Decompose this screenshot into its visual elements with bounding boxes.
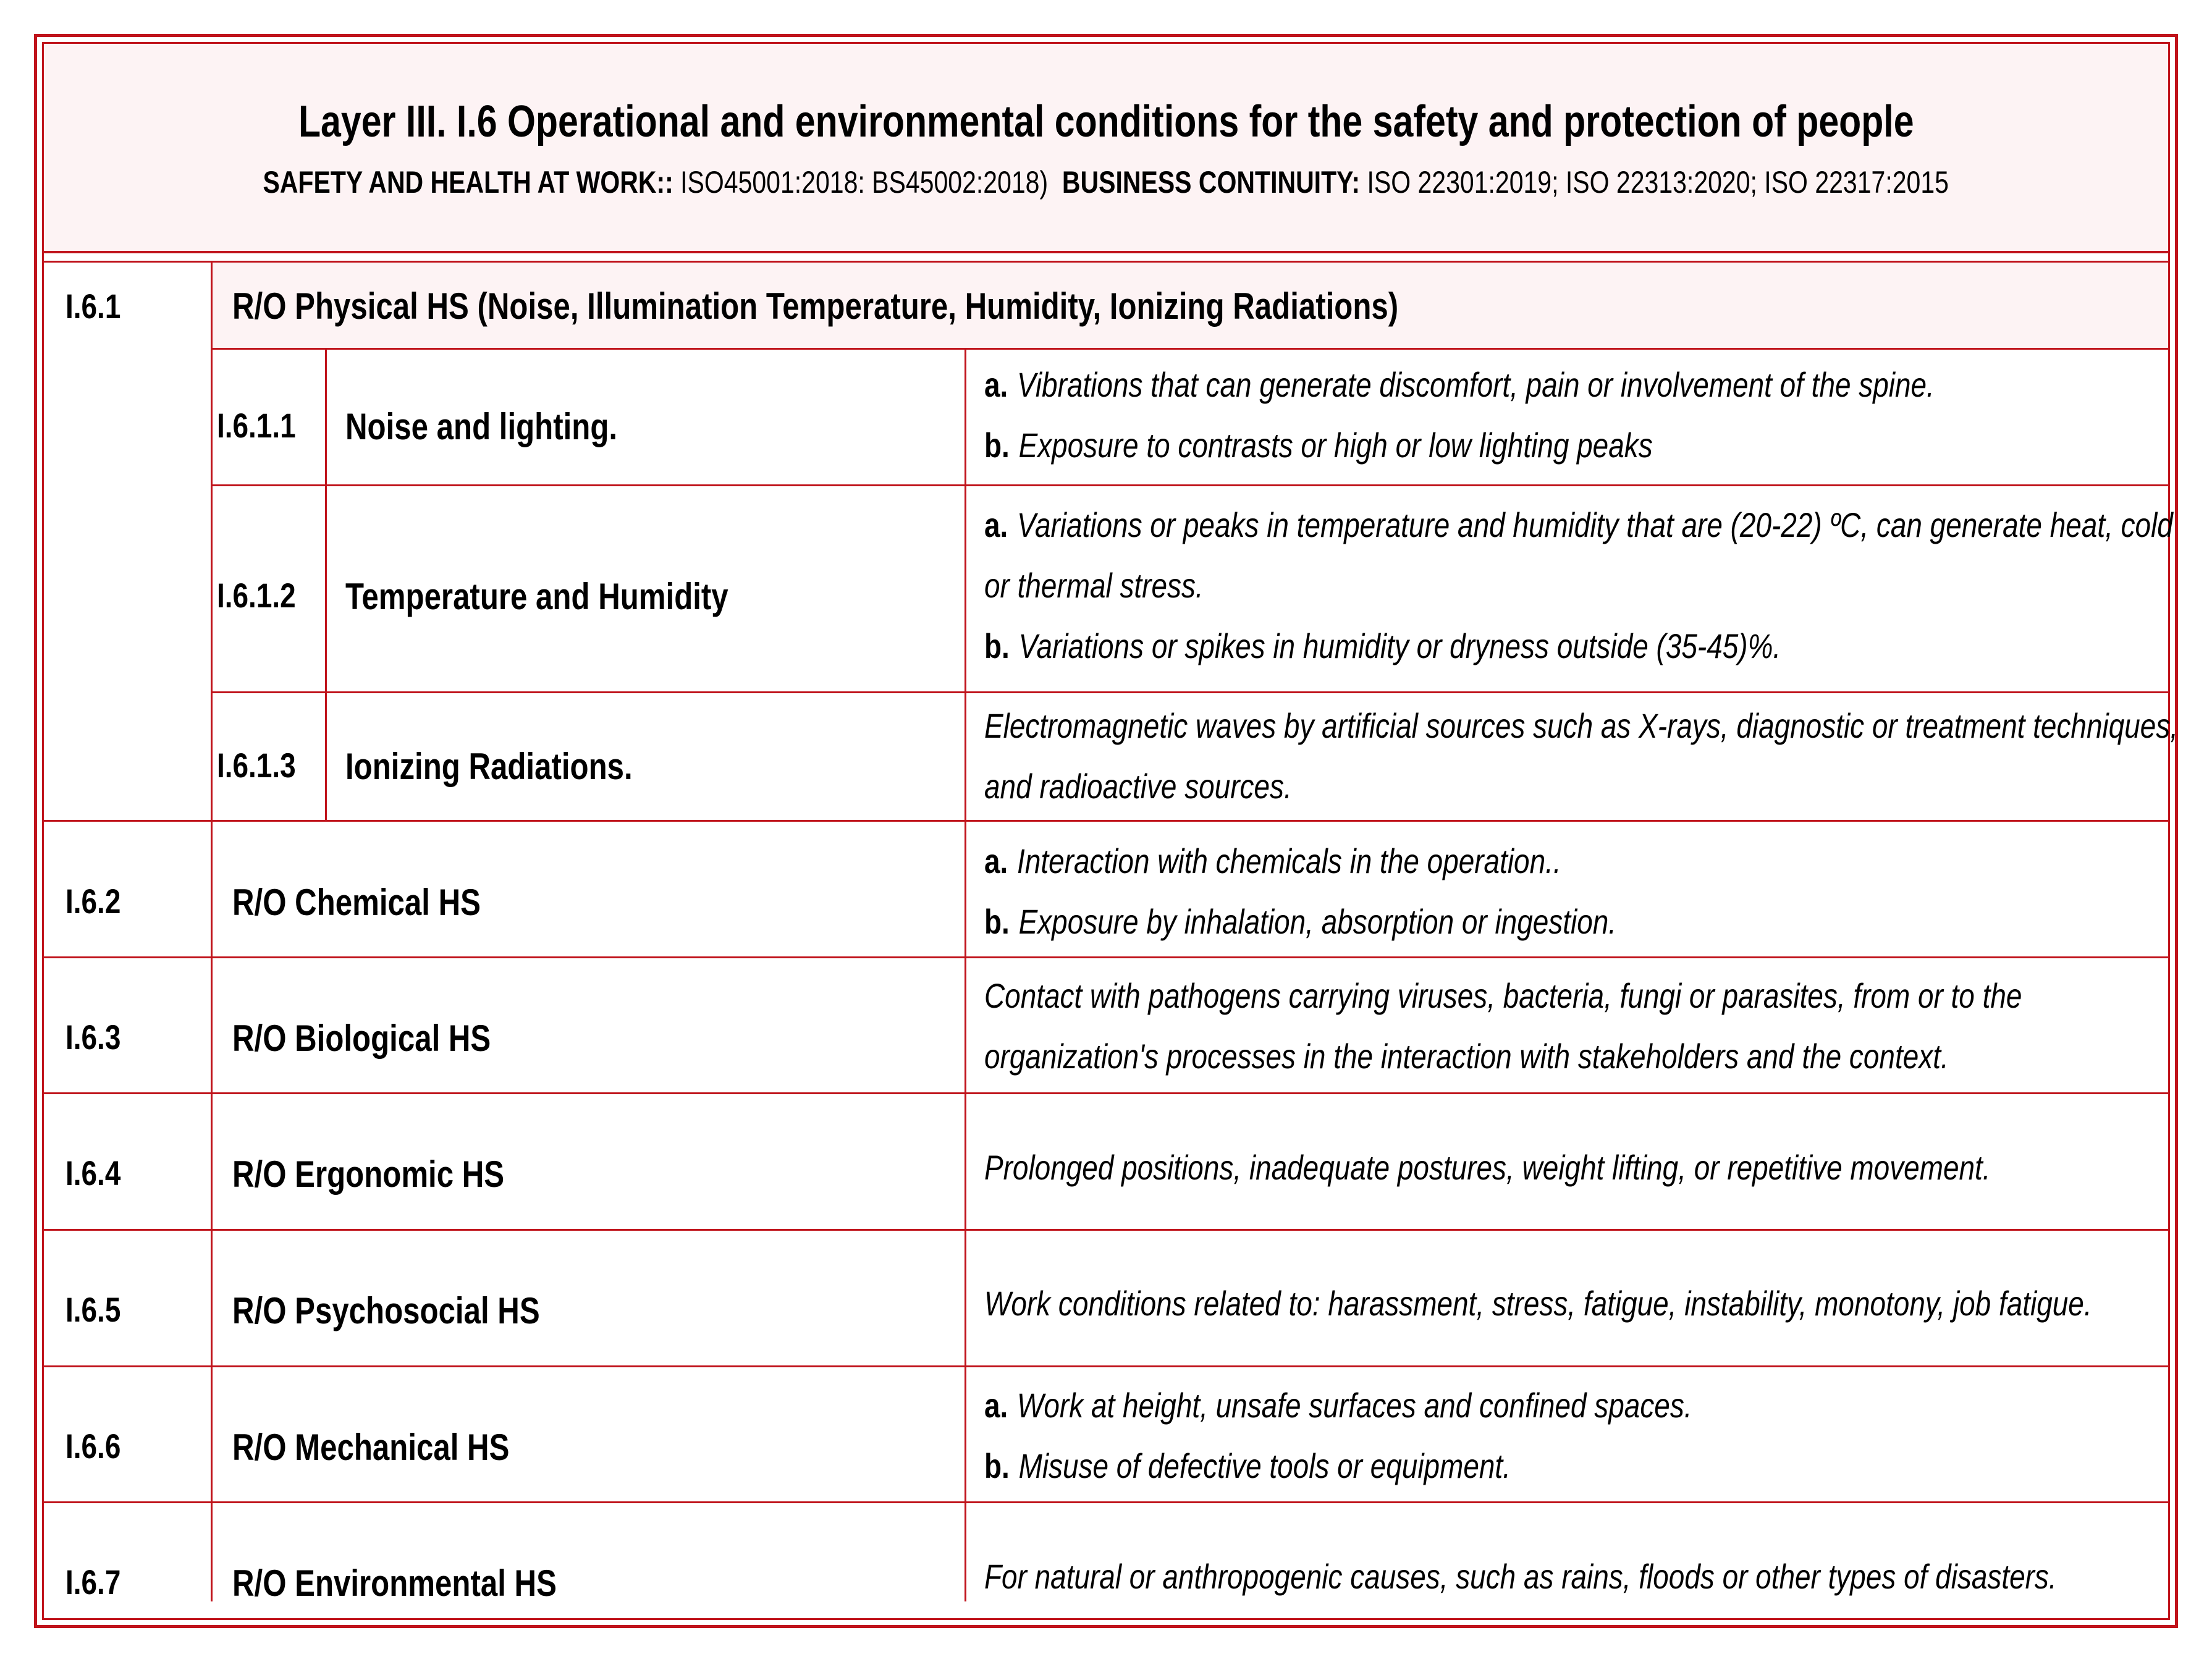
group-code: I.6.1 <box>65 287 121 326</box>
table-inner <box>42 42 2179 1620</box>
continuity-label: BUSINESS CONTINUITY: <box>1062 165 1361 200</box>
row-description-ergonomic <box>984 1137 2211 1198</box>
row-description-environmental <box>984 1546 2212 1607</box>
continuity-standards: ISO 22301:2019; ISO 22313:2020; ISO 22317:2015 <box>1360 165 1949 200</box>
safety-standards: ISO45001:2018: BS45002:2018) <box>673 165 1049 200</box>
description-line: b. Exposure by inhalation, absorption or ingestion. <box>984 902 1617 941</box>
row-code-chemical: I.6.2 <box>65 882 121 921</box>
description-line: Work conditions related to: harassment, stress, fatigue, instability, monotony, job fatigue. <box>984 1284 2092 1323</box>
row-code-psychosocial: I.6.5 <box>65 1290 121 1329</box>
description-line: or thermal stress. <box>984 566 1204 605</box>
description-line: and radioactive sources. <box>984 767 1292 806</box>
description-line: For natural or anthropogenic causes, such as rains, floods or other types of disasters. <box>984 1557 2057 1596</box>
subitem-title-1: Noise and lighting. <box>345 406 618 447</box>
row-title-biological: R/O Biological HS <box>232 1018 491 1059</box>
description-line: a. Vibrations that can generate discomfort, pain or involvement of the spine. <box>984 365 1935 404</box>
subitem-description-2 <box>984 495 2212 677</box>
group-title: R/O Physical HS (Noise, Illumination Temperature, Humidity, Ionizing Radiations) <box>232 285 1399 327</box>
row-code-mechanical: I.6.6 <box>65 1427 121 1466</box>
row-description-biological <box>984 966 2212 1087</box>
row-code-biological: I.6.3 <box>65 1018 121 1057</box>
row-code-ergonomic: I.6.4 <box>65 1154 121 1192</box>
row-description-mechanical <box>984 1375 1847 1496</box>
row-code-environmental: I.6.7 <box>65 1563 121 1601</box>
description-line: a. Work at height, unsafe surfaces and confined spaces. <box>984 1386 1692 1425</box>
table-title: Layer III. I.6 Operational and environmental conditions for the safety and protection of people <box>298 97 1914 146</box>
row-title-psychosocial: R/O Psychosocial HS <box>232 1290 540 1331</box>
table-frame <box>34 34 2178 1628</box>
description-line: organization's processes in the interaction with stakeholders and the context. <box>984 1037 1949 1076</box>
subitem-code-1: I.6.1.1 <box>217 406 296 445</box>
row-description-psychosocial <box>984 1273 2212 1334</box>
subitem-code-3: I.6.1.3 <box>217 746 296 785</box>
row-title-mechanical: R/O Mechanical HS <box>232 1427 510 1468</box>
subitem-title-3: Ionizing Radiations. <box>345 746 633 787</box>
row-title-ergonomic: R/O Ergonomic HS <box>232 1154 505 1195</box>
description-line: a. Variations or peaks in temperature and humidity that are (20-22) ºC, can generate heat, cold <box>984 505 2173 544</box>
description-line: a. Interaction with chemicals in the operation.. <box>984 842 1561 880</box>
row-title-environmental: R/O Environmental HS <box>232 1563 557 1604</box>
row-title-chemical: R/O Chemical HS <box>232 882 481 923</box>
subitem-title-2: Temperature and Humidity <box>345 576 728 617</box>
description-line: b. Variations or spikes in humidity or dryness outside (35-45)%. <box>984 626 1781 665</box>
header-separator <box>44 253 2168 263</box>
table-header <box>44 44 2168 253</box>
subitem-code-2: I.6.1.2 <box>217 576 296 615</box>
safety-label: SAFETY AND HEALTH AT WORK:: <box>263 165 674 200</box>
description-line: b. Exposure to contrasts or high or low lighting peaks <box>984 426 1653 465</box>
description-line: Electromagnetic waves by artificial sources such as X-rays, diagnostic or treatment techniques, <box>984 706 2179 745</box>
row-description-chemical <box>984 831 1755 952</box>
standards-line <box>44 164 2168 200</box>
subitem-description-3 <box>984 696 2212 817</box>
subitem-description-1 <box>984 355 2143 476</box>
description-line: Prolonged positions, inadequate postures, weight lifting, or repetitive movement. <box>984 1148 1991 1187</box>
description-line: b. Misuse of defective tools or equipment. <box>984 1446 1511 1485</box>
description-line: Contact with pathogens carrying viruses, bacteria, fungi or parasites, from or to the <box>984 976 2022 1015</box>
